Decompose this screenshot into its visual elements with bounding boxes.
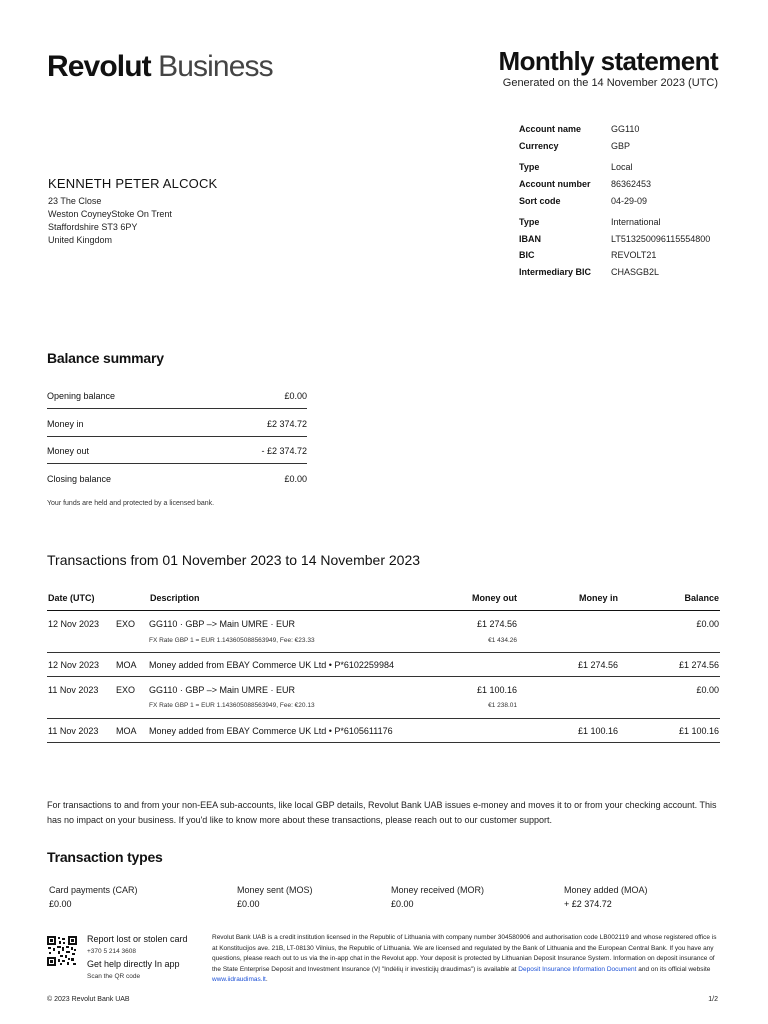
legal-text-end: . [265,976,268,983]
account-key: BIC [519,250,535,260]
account-value: CHASGB2L [611,267,660,277]
tx-description: GG110 · GBP –> Main UMRE · EUR [149,619,295,629]
header-description: Description [150,593,200,603]
transaction-row [47,719,720,743]
transaction-types-title: Transaction types [47,849,163,865]
balance-key: Money out [47,446,90,456]
account-key: Type [519,162,540,172]
help-in-app: Get help directly In app [87,959,180,969]
balance-value: £2 374.72 [266,419,307,429]
balance-row [47,382,307,409]
tx-fx-detail: FX Rate GBP 1 = EUR 1.143605088563949, Fee: €20.13 [149,702,315,709]
e-money-note: For transactions to and from your non-EEA sub-accounts, like local GBP details, Revolut Bank UAB issues e-money and moves it to or from your checking account. This has no impact on your business. If you'd like to know more about these transactions, please reach out to our customer support. [47,800,717,825]
report-title: Report lost or stolen card [87,934,188,944]
tx-balance: £1 100.16 [678,726,719,736]
account-value: International [611,217,661,227]
transaction-type-money-received [391,885,484,909]
tx-type: EXO [116,619,136,629]
type-value: + £2 374.72 [564,899,612,909]
tx-balance: £0.00 [696,619,719,629]
tx-money-in: £1 274.56 [577,660,618,670]
address-line: Staffordshire ST3 6PY [48,222,138,232]
balance-key: Closing balance [47,474,112,484]
account-value: 04-29-09 [611,196,648,206]
tx-description: GG110 · GBP –> Main UMRE · EUR [149,685,295,695]
tx-money-out-eur: €1 238.01 [488,702,517,709]
tx-money-out: £1 274.56 [476,619,517,629]
account-value: GBP [611,141,631,151]
logo-business: Business [150,50,273,83]
account-value: 86362453 [611,179,652,189]
type-label: Money received (MOR) [391,885,485,895]
header-balance: Balance [684,593,719,603]
tx-date: 11 Nov 2023 [48,685,99,695]
transaction-type-money-sent [237,885,313,909]
header-money-in: Money in [578,593,618,603]
account-value: LT513250096115554800 [611,234,711,244]
address-line: 23 The Close [48,196,102,206]
balance-row [47,437,307,464]
revolut-business-logo [47,50,273,84]
statement-title: Monthly statement [498,46,718,76]
report-lost-card [87,933,188,983]
iidraudimas-link[interactable]: www.iidraudimas.lt [212,976,266,983]
address-line: Weston CoyneyStoke On Trent [48,209,172,219]
header-date: Date (UTC) [48,593,95,603]
legal-text-mid: and on its official website [636,965,711,973]
balance-value: £0.00 [284,474,307,484]
tx-type: MOA [116,726,137,736]
deposit-insurance-link[interactable]: Deposit Insurance Information Document [518,965,637,973]
generated-date: Generated on the 14 November 2023 (UTC) [502,77,718,89]
tx-balance: £1 274.56 [678,660,719,670]
tx-money-in: £1 100.16 [577,726,618,736]
qr-code-icon[interactable] [47,936,77,966]
balance-row [47,410,307,437]
balance-key: Opening balance [47,391,116,401]
tx-type: MOA [116,660,137,670]
account-key: Account number [519,179,591,189]
type-label: Money added (MOA) [564,885,648,895]
type-label: Card payments (CAR) [49,885,138,895]
support-phone[interactable]: +370 5 214 3608 [87,947,136,955]
funds-protection-note: Your funds are held and protected by a licensed bank. [47,500,215,507]
account-value: Local [611,162,633,172]
tx-money-out: £1 100.16 [476,685,517,695]
account-value: REVOLT21 [611,250,657,260]
account-key: Type [519,217,540,227]
tx-money-out-eur: €1 434.26 [488,637,517,644]
transaction-row [47,678,720,719]
account-key: Currency [519,141,559,151]
type-value: £0.00 [237,899,260,909]
customer-address [48,195,172,247]
transaction-row [47,612,720,653]
tx-description: Money added from EBAY Commerce UK Ltd • P*6102259984 [149,660,394,670]
transactions-header [47,589,720,611]
balance-value: - £2 374.72 [261,446,307,456]
logo-revolut: Revolut [47,50,151,83]
transaction-row [47,653,720,677]
balance-row [47,465,307,492]
account-value: GG110 [611,124,640,134]
tx-date: 11 Nov 2023 [48,726,99,736]
legal-text: Revolut Bank UAB is a credit institution licensed in the Republic of Lithuania with company number 304580906 and authorisation code LB002119 and whose registered office is at Konstitucijos ave. 21B, LT-08130 Vilnius, the Republic of Lithuania. We are licensed and regulated by the Bank of Lithuania and the European Central Bank. If you have any questions, please reach out to us via the in-app chat in the Revolut app. Your deposit is protected by Lithuanian Deposit Insurance System. Information on deposit insurance of the State Enterprise Deposit and Investment Insurance (VĮ "Indėlių ir investicijų draudimas") is available at [212,934,717,973]
transaction-type-card-payments [49,885,138,909]
copyright: © 2023 Revolut Bank UAB [47,996,130,1003]
balance-summary-title: Balance summary [47,350,164,366]
balance-key: Money in [47,419,84,429]
type-value: £0.00 [49,899,72,909]
type-label: Money sent (MOS) [237,885,313,895]
transaction-type-money-added [564,885,648,909]
header-money-out: Money out [472,593,517,603]
account-key: Intermediary BIC [519,267,592,277]
type-value: £0.00 [391,899,414,909]
tx-date: 12 Nov 2023 [48,619,100,629]
balance-value: £0.00 [284,391,307,401]
scan-qr-hint: Scan the QR code [87,972,141,980]
account-key: Account name [519,124,582,134]
tx-type: EXO [116,685,136,695]
page-number: 1/2 [708,996,718,1003]
legal-disclaimer [212,933,720,986]
tx-fx-detail: FX Rate GBP 1 = EUR 1.143605088563949, Fee: €23.33 [149,637,315,644]
tx-description: Money added from EBAY Commerce UK Ltd • P*6105611176 [149,726,393,736]
tx-balance: £0.00 [696,685,719,695]
account-key: Sort code [519,196,561,206]
transactions-title: Transactions from 01 November 2023 to 14 November 2023 [47,552,421,568]
address-line: United Kingdom [48,235,113,245]
customer-name: KENNETH PETER ALCOCK [48,176,218,191]
tx-date: 12 Nov 2023 [48,660,100,670]
account-key: IBAN [519,234,541,244]
